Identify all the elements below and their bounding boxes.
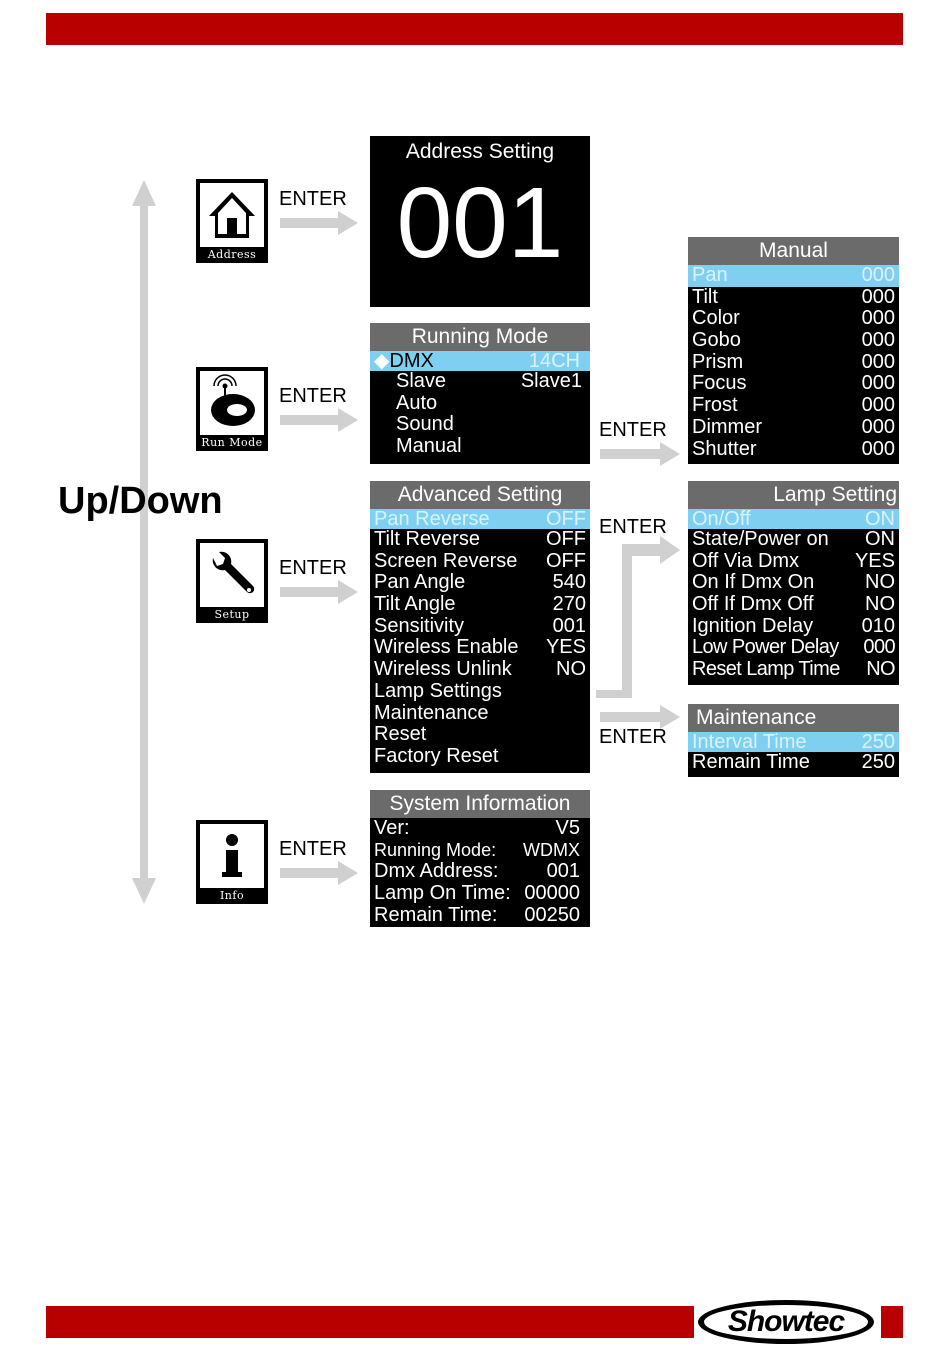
row-label: Manual (396, 435, 462, 458)
info-icon-caption: Info (219, 889, 245, 902)
manual-row[interactable]: Tilt 000 (692, 285, 895, 308)
running-mode-title: Running Mode (370, 323, 590, 351)
footer-bar-left (46, 1306, 694, 1338)
brand-text: Showtec (727, 1305, 845, 1338)
runmode-icon-tile[interactable] (196, 367, 268, 451)
right-arrow-icon (600, 441, 682, 467)
advanced-row[interactable]: Factory Reset (374, 744, 499, 767)
info-icon-tile[interactable] (196, 820, 268, 904)
advanced-row[interactable]: Maintenance (374, 701, 489, 724)
advanced-row[interactable]: Sensitivity 001 (374, 614, 586, 637)
manual-row[interactable]: Dimmer 000 (692, 415, 895, 438)
right-arrow-icon (280, 579, 360, 605)
running-mode-row-dmx[interactable] (370, 351, 590, 371)
info-icon (203, 827, 261, 885)
advanced-setting-panel (370, 481, 590, 773)
enter-label-info: ENTER (279, 838, 347, 860)
footer-bar-right (881, 1306, 903, 1338)
advanced-setting-title: Advanced Setting (370, 481, 590, 509)
advanced-row[interactable]: Wireless Enable YES (374, 636, 586, 659)
lamp-row[interactable]: On/Off ON (688, 509, 899, 529)
row-value: 14CH (528, 350, 580, 372)
running-mode-row-manual[interactable] (370, 436, 590, 458)
maintenance-title: Maintenance (688, 704, 899, 732)
advanced-row[interactable]: Wireless Unlink NO (374, 658, 586, 681)
maintenance-panel (688, 704, 899, 777)
lamp-row[interactable]: On If Dmx On NO (692, 571, 895, 594)
lamp-row[interactable]: Off Via Dmx YES (692, 549, 895, 572)
right-arrow-icon (280, 407, 360, 433)
lamp-row[interactable]: Ignition Delay 010 (692, 614, 895, 637)
setup-icon-caption: Setup (214, 608, 250, 621)
manual-row[interactable]: Color 000 (692, 307, 895, 330)
diamond-icon: ◆ (374, 350, 390, 372)
up-down-arrow-icon (130, 178, 158, 906)
lamp-row[interactable]: Reset Lamp Time NO (692, 658, 895, 681)
sysinfo-row: Lamp On Time: 00000 (374, 882, 580, 905)
setup-icon-tile[interactable] (196, 539, 268, 623)
sysinfo-row: Dmx Address: 001 (374, 860, 580, 883)
system-information-panel (370, 790, 590, 927)
enter-label-address: ENTER (279, 188, 347, 210)
manual-row[interactable]: Shutter 000 (692, 437, 895, 460)
enter-label-setup: ENTER (279, 557, 347, 579)
advanced-row[interactable]: Lamp Settings (374, 679, 502, 702)
row-label: DMX (389, 350, 434, 372)
up-down-label: Up/Down (58, 480, 223, 522)
right-arrow-icon (280, 860, 360, 886)
address-setting-title: Address Setting (405, 140, 555, 163)
running-mode-row-slave[interactable] (370, 371, 590, 393)
lamp-row[interactable]: Off If Dmx Off NO (692, 593, 895, 616)
lamp-setting-title: Lamp Setting (688, 481, 899, 509)
elbow-arrow-icon (596, 534, 684, 700)
advanced-row[interactable]: Tilt Angle 270 (374, 593, 586, 616)
enter-label-lamp: ENTER (599, 516, 667, 538)
sysinfo-row: Running Mode: WDMX (374, 839, 580, 860)
house-icon (203, 186, 261, 244)
row-label: Slave (396, 370, 447, 392)
lamp-row[interactable]: Low Power Delay 000 (692, 636, 895, 659)
sysinfo-row: Remain Time: 00250 (374, 903, 580, 926)
lamp-row[interactable]: State/Power on ON (692, 528, 895, 550)
wireless-disc-icon (203, 374, 261, 432)
manual-row[interactable]: Gobo 000 (692, 329, 895, 352)
manual-row[interactable]: Pan 000 (688, 265, 899, 287)
maintenance-row[interactable]: Remain Time 250 (692, 751, 895, 773)
sysinfo-row: Ver: V5 (374, 817, 580, 839)
manual-title: Manual (688, 237, 899, 265)
running-mode-row-sound[interactable] (370, 414, 590, 436)
manual-row[interactable]: Focus 000 (692, 372, 895, 395)
system-information-title: System Information (370, 790, 590, 818)
address-setting-panel (370, 136, 590, 307)
advanced-row[interactable]: Reset (374, 723, 427, 746)
address-icon-caption: Address (207, 248, 257, 261)
showtec-logo (696, 1298, 876, 1346)
enter-label-runmode: ENTER (279, 385, 347, 407)
row-label: Sound (396, 413, 454, 436)
maintenance-row[interactable]: Interval Time 250 (688, 732, 899, 752)
address-value: 001 (396, 167, 564, 279)
wrench-icon (203, 546, 261, 604)
enter-label-maintenance: ENTER (599, 726, 667, 748)
running-mode-panel (370, 323, 590, 464)
row-value: Slave1 (520, 370, 582, 392)
row-label: Auto (396, 391, 438, 414)
running-mode-row-auto[interactable] (370, 393, 590, 415)
lamp-setting-panel (688, 481, 899, 685)
advanced-row[interactable]: Pan Reverse OFF (370, 509, 590, 529)
advanced-row[interactable]: Screen Reverse OFF (374, 549, 586, 572)
enter-label-manual: ENTER (599, 419, 667, 441)
manual-panel (688, 237, 899, 464)
manual-row[interactable]: Prism 000 (692, 350, 895, 373)
header-bar (46, 13, 903, 45)
right-arrow-icon (280, 210, 360, 236)
runmode-icon-caption: Run Mode (201, 436, 263, 449)
advanced-row[interactable]: Pan Angle 540 (374, 571, 586, 594)
address-icon-tile[interactable] (196, 179, 268, 263)
advanced-row[interactable]: Tilt Reverse OFF (374, 528, 586, 550)
manual-row[interactable]: Frost 000 (692, 394, 895, 417)
